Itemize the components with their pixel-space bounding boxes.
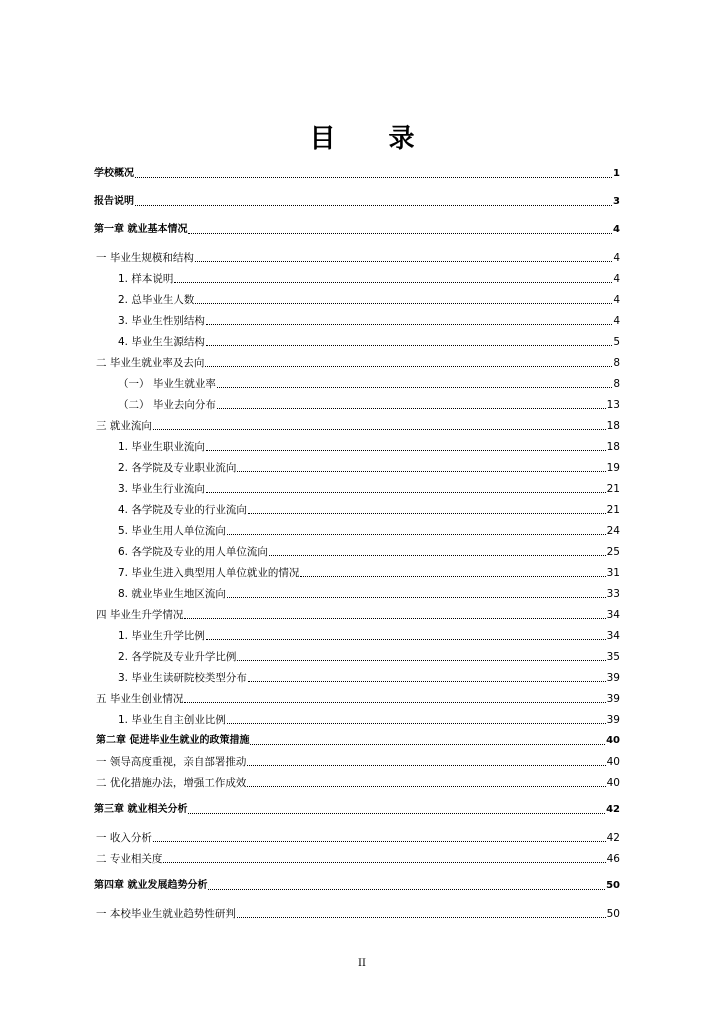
page-number: II	[358, 958, 366, 969]
toc-leader	[135, 204, 612, 206]
toc-entry[interactable]	[118, 374, 620, 392]
toc-entry[interactable]	[118, 395, 620, 413]
toc-leader	[208, 888, 605, 890]
toc-leader	[217, 386, 612, 388]
toc-leader	[247, 785, 605, 787]
toc-entry-label: 五 毕业生创业情况	[96, 693, 184, 705]
toc-entry[interactable]	[118, 290, 620, 308]
toc-entry-label: （一） 毕业生就业率	[118, 378, 216, 390]
toc-entry[interactable]	[96, 731, 620, 749]
toc-entry-page: 13	[606, 399, 620, 411]
toc-entry[interactable]	[118, 542, 620, 560]
toc-entry-label: 2. 各学院及专业升学比例	[118, 651, 237, 663]
toc-entry-page: 4	[613, 224, 620, 235]
toc-leader	[174, 281, 612, 283]
toc-entry-page: 39	[606, 714, 620, 726]
toc-entry-page: 40	[606, 777, 620, 789]
toc-entry[interactable]	[96, 904, 620, 922]
toc-entry-label: 一 本校毕业生就业趋势性研判	[96, 908, 236, 920]
toc-entry[interactable]	[118, 479, 620, 497]
toc-leader	[217, 407, 606, 409]
toc-leader	[153, 840, 606, 842]
toc-entry[interactable]	[96, 752, 620, 770]
toc-entry[interactable]	[96, 773, 620, 791]
toc-entry-page: 50	[606, 880, 620, 891]
toc-entry-page: 18	[606, 420, 620, 432]
toc-entry-page: 3	[613, 196, 620, 207]
toc-leader	[188, 812, 605, 814]
toc-entry-label: 2. 总毕业生人数	[118, 294, 195, 306]
toc-leader	[269, 554, 606, 556]
toc-entry[interactable]	[96, 828, 620, 846]
toc-entry-page: 8	[613, 357, 620, 369]
toc-entry[interactable]	[118, 269, 620, 287]
toc-leader	[153, 428, 606, 430]
toc-entry[interactable]	[94, 192, 620, 210]
toc-leader	[195, 302, 612, 304]
toc-entry[interactable]	[94, 800, 620, 818]
toc-entry-label: 1. 毕业生职业流向	[118, 441, 205, 453]
toc-entry[interactable]	[96, 689, 620, 707]
toc-entry-page: 1	[613, 168, 620, 179]
toc-entry-page: 21	[606, 483, 620, 495]
toc-entry-label: 第一章 就业基本情况	[94, 224, 188, 235]
toc-entry-page: 42	[606, 804, 620, 815]
toc-entry-page: 34	[606, 630, 620, 642]
toc-entry[interactable]	[94, 220, 620, 238]
toc-leader	[248, 512, 606, 514]
toc-entry-page: 34	[606, 609, 620, 621]
toc-entry[interactable]	[118, 647, 620, 665]
toc-entry-label: 1. 毕业生升学比例	[118, 630, 205, 642]
toc-entry[interactable]	[118, 437, 620, 455]
toc-entry-label: 第二章 促进毕业生就业的政策措施	[96, 735, 250, 746]
toc-leader	[300, 575, 605, 577]
toc-entry-label: 4. 各学院及专业的行业流向	[118, 504, 247, 516]
toc-entry-label: 1. 样本说明	[118, 273, 174, 285]
toc-entry-label: 一 收入分析	[96, 832, 152, 844]
toc-leader	[227, 596, 606, 598]
toc-entry-label: 三 就业流向	[96, 420, 152, 432]
toc-entry-label: 8. 就业毕业生地区流向	[118, 588, 226, 600]
toc-leader	[206, 323, 612, 325]
toc-entry-label: 2. 各学院及专业职业流向	[118, 462, 237, 474]
toc-entry-page: 42	[606, 832, 620, 844]
toc-entry-label: 二 毕业生就业率及去向	[96, 357, 205, 369]
toc-leader	[205, 365, 612, 367]
toc-leader	[135, 176, 612, 178]
toc-entry-page: 19	[606, 462, 620, 474]
toc-entry-label: 3. 毕业生行业流向	[118, 483, 205, 495]
toc-entry-page: 33	[606, 588, 620, 600]
toc-leader	[247, 764, 605, 766]
toc-leader	[237, 659, 605, 661]
toc-leader	[195, 260, 612, 262]
toc-entry-page: 8	[613, 378, 620, 390]
toc-entry[interactable]	[118, 584, 620, 602]
toc-entry-label: 1. 毕业生自主创业比例	[118, 714, 226, 726]
toc-entry-page: 35	[606, 651, 620, 663]
toc-entry-page: 18	[606, 441, 620, 453]
toc-leader	[184, 701, 605, 703]
toc-leader	[237, 916, 606, 918]
toc-entry[interactable]	[118, 458, 620, 476]
toc-entry[interactable]	[118, 668, 620, 686]
toc-entry[interactable]	[118, 332, 620, 350]
toc-entry-page: 5	[613, 336, 620, 348]
toc-entry[interactable]	[96, 248, 620, 266]
toc-entry-page: 4	[613, 252, 620, 264]
toc-entry-label: 二 专业相关度	[96, 853, 163, 865]
toc-leader	[227, 533, 606, 535]
toc-entry-page: 40	[606, 735, 620, 746]
toc-entry-page: 4	[613, 294, 620, 306]
toc-entry[interactable]	[96, 605, 620, 623]
toc-entry-page: 39	[606, 693, 620, 705]
toc-leader	[248, 680, 606, 682]
toc-entry-label: 6. 各学院及专业的用人单位流向	[118, 546, 268, 558]
toc-entry[interactable]	[118, 710, 620, 728]
toc-entry-label: 一 毕业生规模和结构	[96, 252, 194, 264]
toc-entry-label: 4. 毕业生生源结构	[118, 336, 205, 348]
toc-entry-page: 39	[606, 672, 620, 684]
toc-leader	[206, 449, 606, 451]
toc-entry-page: 46	[606, 853, 620, 865]
toc-entry-label: 一 领导高度重视，亲自部署推动	[96, 756, 247, 768]
toc-entry-label: 二 优化措施办法，增强工作成效	[96, 777, 247, 789]
toc-entry-page: 21	[606, 504, 620, 516]
toc-entry[interactable]	[96, 849, 620, 867]
toc-leader	[188, 232, 612, 234]
toc-entry[interactable]	[94, 876, 620, 894]
toc-entry-page: 31	[606, 567, 620, 579]
toc-entry-page: 25	[606, 546, 620, 558]
toc-entry[interactable]	[118, 521, 620, 539]
toc-entry-page: 40	[606, 756, 620, 768]
toc-leader	[206, 491, 606, 493]
toc-entry-label: 3. 毕业生读研院校类型分布	[118, 672, 247, 684]
page-title: 目 录	[309, 124, 437, 154]
toc-entry-page: 4	[613, 273, 620, 285]
toc-entry[interactable]	[118, 311, 620, 329]
toc-leader	[206, 344, 612, 346]
toc-leader	[163, 861, 605, 863]
toc-entry[interactable]	[118, 500, 620, 518]
toc-entry-label: 报告说明	[94, 196, 134, 207]
toc-leader	[250, 743, 605, 745]
toc-entry[interactable]	[118, 626, 620, 644]
toc-leader	[227, 722, 606, 724]
toc-entry-label: 5. 毕业生用人单位流向	[118, 525, 226, 537]
toc-entry[interactable]	[96, 416, 620, 434]
toc-entry-page: 4	[613, 315, 620, 327]
toc-entry-label: 7. 毕业生进入典型用人单位就业的情况	[118, 567, 300, 579]
toc-entry-page: 50	[606, 908, 620, 920]
toc-entry-label: 3. 毕业生性别结构	[118, 315, 205, 327]
toc-entry-label: （二） 毕业去向分布	[118, 399, 216, 411]
toc-entry[interactable]	[118, 563, 620, 581]
toc-entry-label: 第四章 就业发展趋势分析	[94, 880, 208, 891]
toc-leader	[206, 638, 606, 640]
toc-entry-label: 四 毕业生升学情况	[96, 609, 184, 621]
toc-entry[interactable]	[96, 353, 620, 371]
toc-leader	[184, 617, 605, 619]
toc-entry-label: 学校概况	[94, 168, 134, 179]
toc-entry-label: 第三章 就业相关分析	[94, 804, 188, 815]
toc-leader	[237, 470, 605, 472]
toc-entry-page: 24	[606, 525, 620, 537]
toc-entry[interactable]	[94, 164, 620, 182]
